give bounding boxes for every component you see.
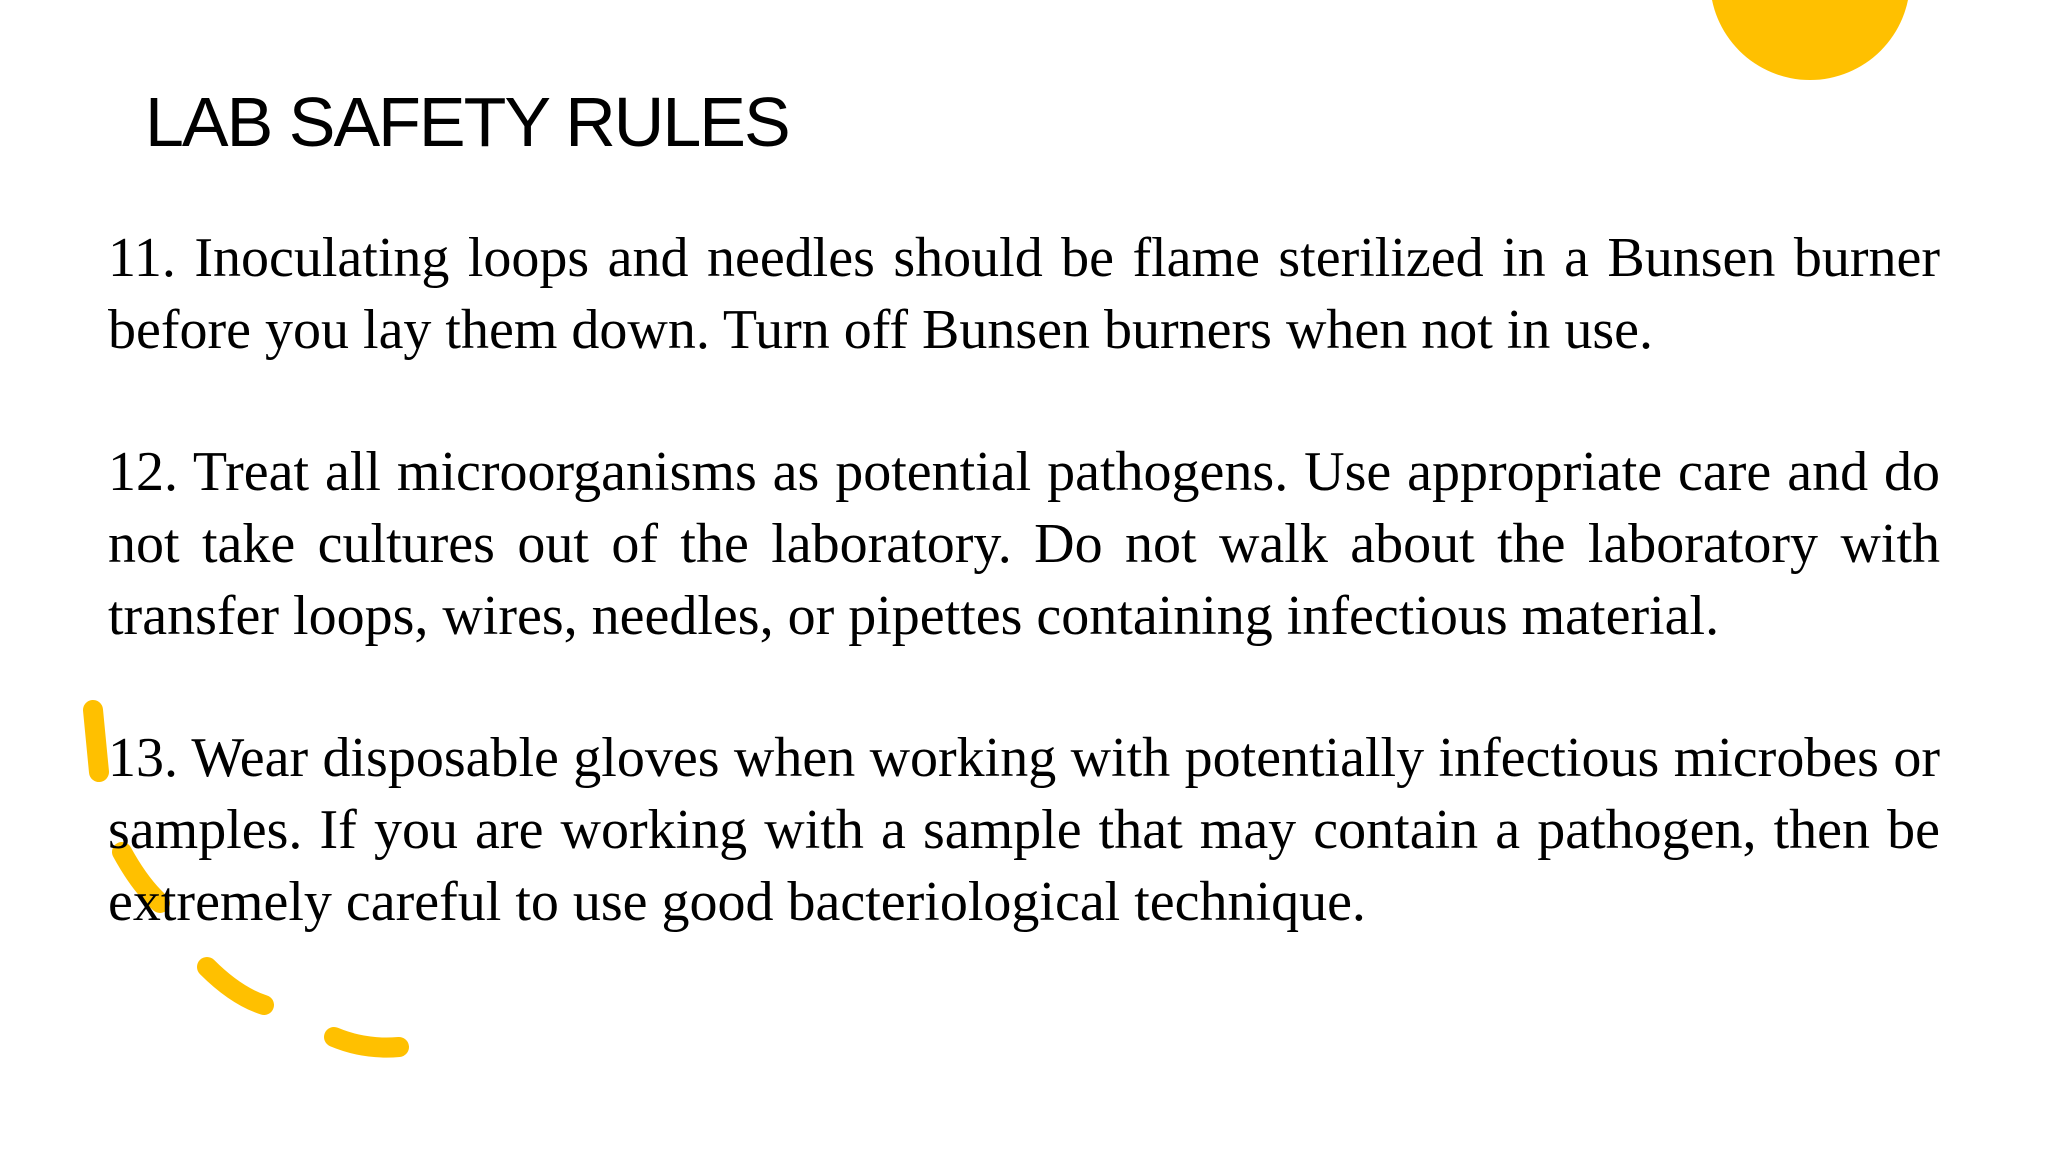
rule-12: 12. Treat all microorganisms as potential pathogens. Use appropriate care and do not take cultures out of the laboratory. Do not walk about the laboratory with transfer loops, wires, needles, or pipettes containing infectious material. xyxy=(108,441,1940,647)
rule-11: 11. Inoculating loops and needles should be flame sterilized in a Bunsen burner before you lay them down. Turn off Bunsen burners when not in use. xyxy=(108,227,1940,361)
accent-circle xyxy=(1710,0,1910,80)
slide-title: LAB SAFETY RULES xyxy=(145,83,789,161)
accent-dash-4 xyxy=(334,1037,399,1048)
rules-list xyxy=(108,222,1940,1008)
rule-13: 13. Wear disposable gloves when working with potentially infectious microbes or samples. If you are working with a sample that may contain a pathogen, then be extremely careful to use good bacteriological technique. xyxy=(108,727,1940,933)
accent-dash-1 xyxy=(93,710,99,772)
